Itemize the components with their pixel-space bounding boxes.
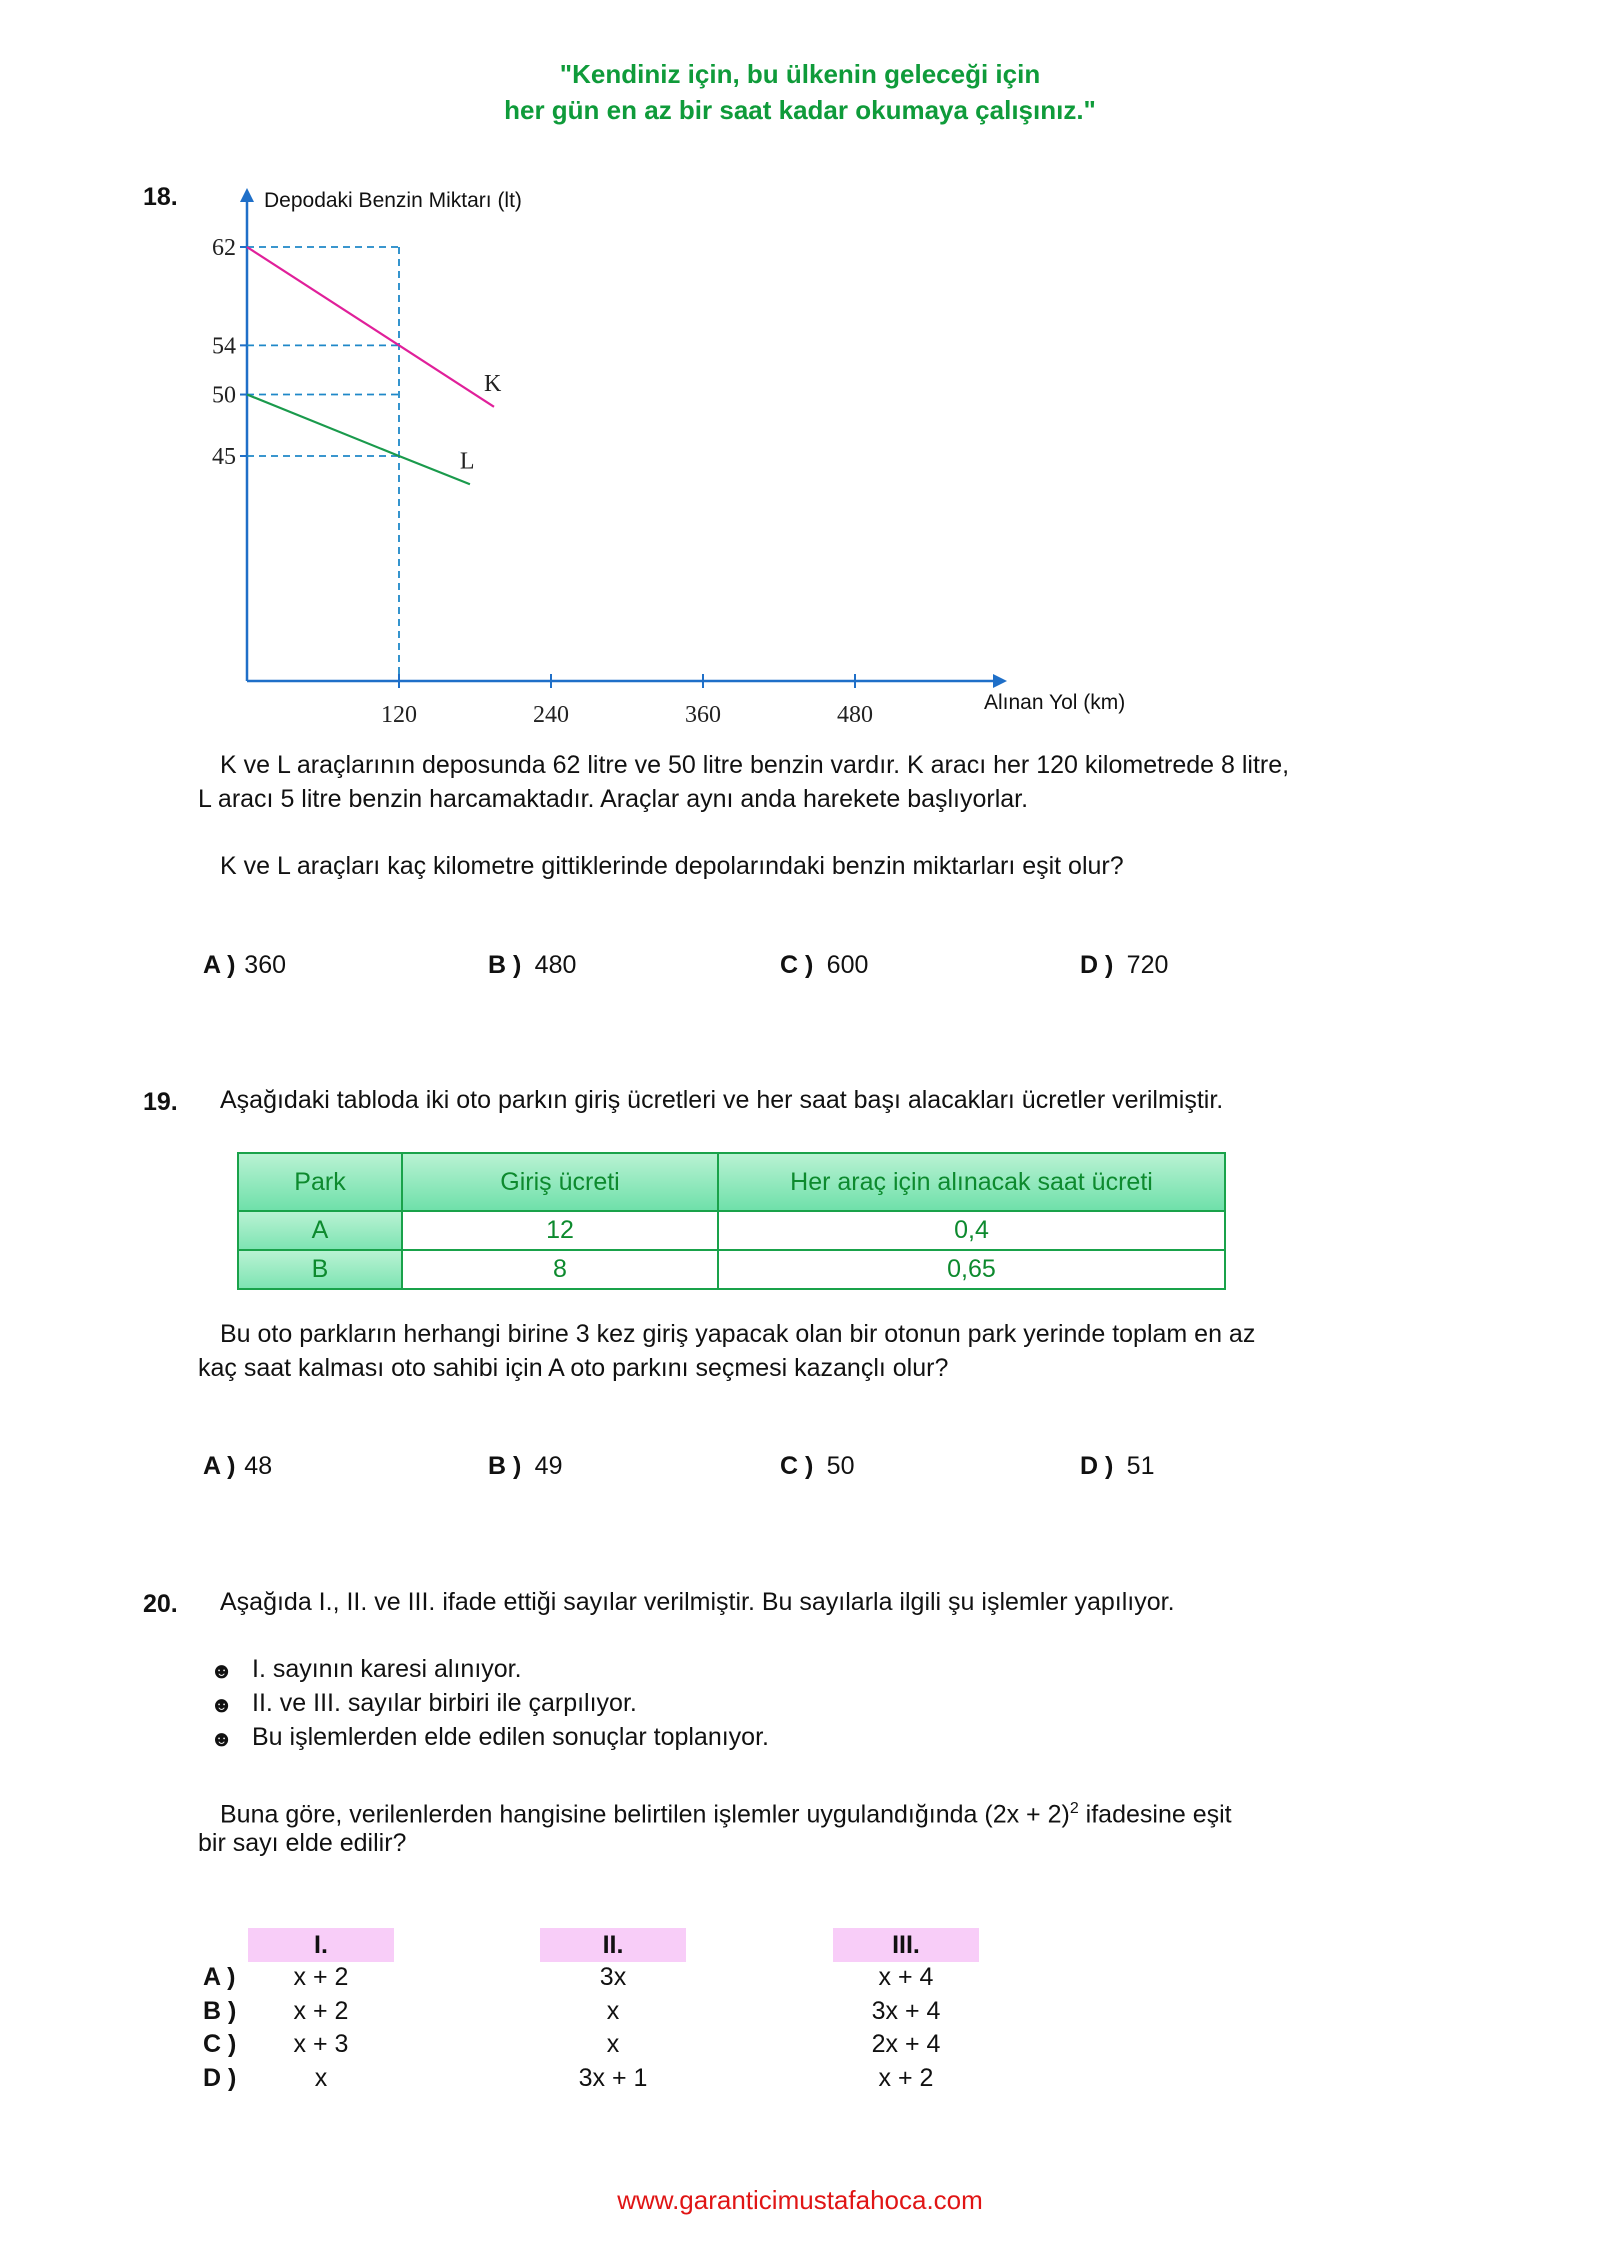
option-value: 50: [826, 1452, 855, 1480]
y-tick-label: 62: [212, 235, 236, 261]
option-letter: A ): [203, 1452, 236, 1480]
option-cell-ii: 3x + 1: [578, 2064, 648, 2092]
y-tick-label: 45: [212, 444, 236, 470]
table-cell-park: B: [238, 1250, 402, 1289]
option-cell-iii: 3x + 4: [871, 1997, 941, 2025]
question-19-intro: Aşağıdaki tabloda iki oto parkın giriş ücretleri ve her saat başı alacakları ücretler verilmiştir.: [220, 1086, 1224, 1114]
option-cell-i: x + 2: [293, 1963, 349, 1991]
series-line-l: [247, 395, 470, 485]
option-cell-i: x + 2: [293, 1997, 349, 2025]
option-cell-ii: x: [606, 2030, 620, 2058]
table-row: [238, 1211, 1225, 1250]
option-letter: C ): [780, 951, 814, 979]
x-axis-label: Alınan Yol (km): [984, 691, 1126, 714]
question-20-text-2: bir sayı elde edilir?: [198, 1829, 407, 1857]
table-header-entry-fee: Giriş ücreti: [402, 1153, 718, 1211]
table-cell-hourly: 0,4: [718, 1211, 1225, 1250]
parking-fee-table: [237, 1152, 1226, 1290]
table-row: [238, 1250, 1225, 1289]
question-20-text-1-post: ifadesine eşit: [1078, 1800, 1232, 1829]
option-value: 720: [1126, 951, 1169, 979]
option-d[interactable]: [1080, 951, 1168, 980]
series-label-k: K: [484, 370, 502, 397]
table-cell-park: A: [238, 1211, 402, 1250]
option-value: 51: [1126, 1452, 1155, 1480]
table-header-hourly-fee: Her araç için alınacak saat ücreti: [718, 1153, 1225, 1211]
option-letter: A ): [203, 1963, 236, 1991]
option-letter: D ): [203, 2064, 237, 2092]
x-tick-label: 360: [685, 702, 721, 728]
option-value: 48: [244, 1452, 273, 1480]
list-item: Bu işlemlerden elde edilen sonuçlar toplanıyor.: [252, 1723, 769, 1751]
option-letter: B ): [488, 1452, 522, 1480]
question-20-intro: Aşağıda I., II. ve III. ifade ettiği sayılar verilmiştir. Bu sayılarla ilgili şu işlemler yapılıyor.: [220, 1588, 1175, 1616]
option-cell-iii: x + 4: [878, 1963, 934, 1991]
motto-line-2: her gün en az bir saat kadar okumaya çalışınız.": [504, 95, 1096, 125]
option-d[interactable]: [1080, 1452, 1154, 1481]
table-cell-entry: 8: [402, 1250, 718, 1289]
option-letter: C ): [780, 1452, 814, 1480]
option-a[interactable]: [203, 1452, 272, 1481]
list-item: II. ve III. sayılar birbiri ile çarpılıyor.: [252, 1689, 637, 1717]
y-tick-label: 54: [212, 333, 236, 360]
option-letter: C ): [203, 2030, 237, 2058]
option-b[interactable]: [488, 951, 576, 980]
fuel-chart: [0, 0, 1600, 740]
option-cell-iii: 2x + 4: [871, 2030, 941, 2058]
motto-line-1: "Kendiniz için, bu ülkenin geleceği için: [559, 59, 1041, 89]
x-axis-arrow-icon: [993, 674, 1007, 688]
question-18-text-1: K ve L araçlarının deposunda 62 litre ve 50 litre benzin vardır. K aracı her 120 kilometrede 8 litre,: [220, 751, 1290, 779]
option-value: 360: [244, 951, 287, 979]
option-letter: B ): [203, 1997, 237, 2025]
option-cell-i: x + 3: [293, 2030, 349, 2058]
option-cell-ii: x: [606, 1997, 620, 2025]
option-a[interactable]: [203, 951, 286, 980]
option-c[interactable]: [780, 951, 868, 980]
series-label-l: L: [459, 448, 475, 475]
option-letter: D ): [1080, 1452, 1114, 1480]
list-item: I. sayının karesi alınıyor.: [252, 1655, 522, 1683]
y-tick-label: 50: [212, 382, 236, 409]
column-header-ii: II.: [540, 1928, 686, 1962]
column-header-i: I.: [248, 1928, 394, 1962]
exponent: 2: [1069, 1800, 1079, 1817]
question-20-number: 20.: [143, 1590, 178, 1618]
smiley-bullet-icon: ☻: [210, 1692, 234, 1717]
smiley-bullet-icon: ☻: [210, 1658, 234, 1683]
table-header-park: Park: [238, 1153, 402, 1211]
option-value: 600: [826, 951, 869, 979]
option-value: 49: [534, 1452, 563, 1480]
question-18-number: 18.: [143, 183, 178, 211]
option-cell-i: x: [314, 2064, 328, 2092]
footer-website-link[interactable]: www.garanticimustafahoca.com: [617, 2185, 983, 2215]
option-cell-iii: x + 2: [878, 2064, 934, 2092]
y-axis-arrow-icon: [240, 188, 254, 202]
option-letter: B ): [488, 951, 522, 979]
y-axis-label: Depodaki Benzin Miktarı (lt): [264, 189, 522, 212]
table-cell-hourly: 0,65: [718, 1250, 1225, 1289]
question-19-number: 19.: [143, 1088, 178, 1116]
option-cell-ii: 3x: [599, 1963, 627, 1991]
question-18-text-2: L aracı 5 litre benzin harcamaktadır. Araçlar aynı anda harekete başlıyorlar.: [198, 785, 1029, 813]
option-c[interactable]: [780, 1452, 854, 1481]
option-letter: A ): [203, 951, 236, 979]
option-value: 480: [534, 951, 577, 979]
table-header-row: [238, 1153, 1225, 1211]
series-line-k: [247, 247, 494, 407]
smiley-bullet-icon: ☻: [210, 1726, 234, 1751]
option-letter: D ): [1080, 951, 1114, 979]
question-18-question: K ve L araçları kaç kilometre gittiklerinde depolarındaki benzin miktarları eşit olur?: [220, 852, 1124, 880]
column-header-iii: III.: [833, 1928, 979, 1962]
question-20-text-1-pre: Buna göre, verilenlerden hangisine belirtilen işlemler uygulandığında (2x + 2): [220, 1800, 1070, 1829]
option-b[interactable]: [488, 1452, 562, 1481]
x-tick-label: 120: [381, 702, 417, 728]
x-tick-label: 240: [533, 702, 569, 728]
x-tick-label: 480: [837, 702, 873, 728]
table-cell-entry: 12: [402, 1211, 718, 1250]
question-19-text-1: Bu oto parkların herhangi birine 3 kez giriş yapacak olan bir otonun park yerinde toplam en az: [220, 1320, 1256, 1348]
question-19-text-2: kaç saat kalması oto sahibi için A oto parkını seçmesi kazançlı olur?: [198, 1354, 949, 1382]
